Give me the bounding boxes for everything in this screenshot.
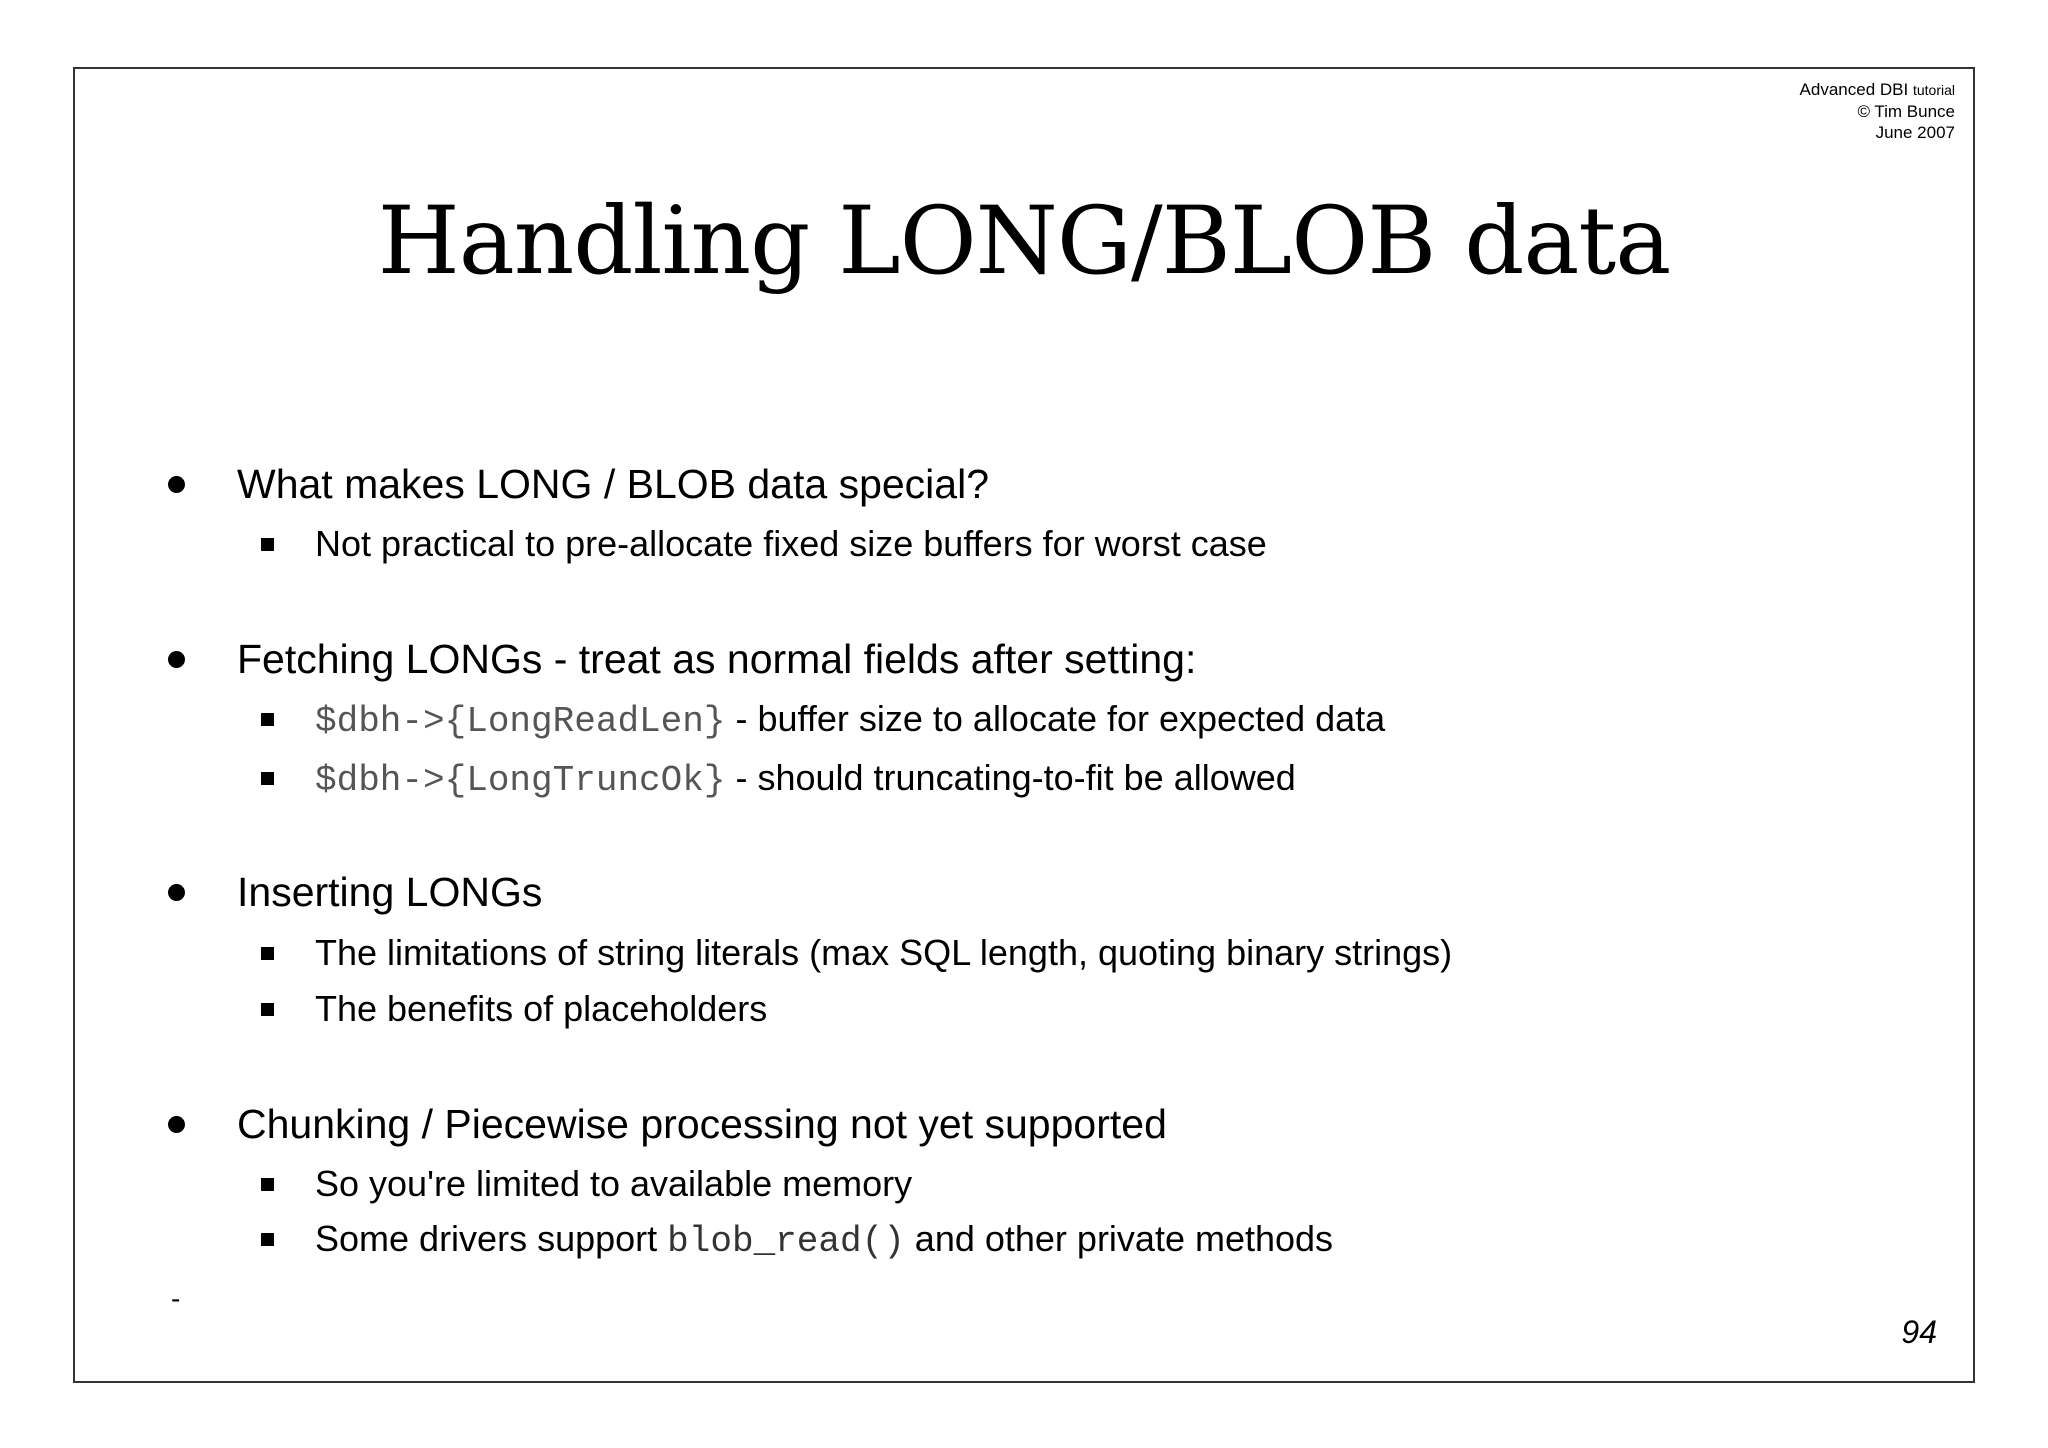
header-line-1-main: Advanced DBI (1799, 80, 1909, 99)
code-snippet: blob_read() (667, 1221, 905, 1262)
bullet-dot-icon (168, 651, 185, 668)
square-bullet-icon (261, 947, 274, 960)
sub-text-tail: - should truncating-to-fit be allowed (725, 757, 1296, 798)
square-bullet-icon (261, 713, 274, 726)
bullet-text: Fetching LONGs - treat as normal fields after setting: (237, 636, 1197, 682)
bullet-dot-icon (168, 884, 185, 901)
header-line-2: © Tim Bunce (1857, 102, 1955, 121)
sub-text-tail: - buffer size to allocate for expected data (725, 698, 1386, 739)
sub-text (315, 1217, 1333, 1264)
header-line-1-small: tutorial (1912, 82, 1955, 98)
code-snippet: $dbh->{LongTruncOk} (315, 760, 726, 801)
sub-text: The benefits of placeholders (315, 988, 768, 1029)
sub-text: So you're limited to available memory (315, 1163, 913, 1204)
bullet-dot-icon (168, 1116, 185, 1133)
page-number: 94 (1901, 1314, 1937, 1350)
sub-text (315, 697, 1385, 744)
bullet-text: Inserting LONGs (237, 869, 543, 915)
slide-title: Handling LONG/BLOB data (377, 187, 1671, 296)
square-bullet-icon (261, 772, 274, 785)
sub-text-head: Some drivers support (315, 1218, 668, 1259)
header-note (1800, 79, 1955, 143)
sub-text: Not practical to pre-allocate fixed size buffers for worst case (315, 523, 1267, 564)
square-bullet-icon (261, 538, 274, 551)
sub-text-tail: and other private methods (904, 1218, 1334, 1259)
bullet-text: Chunking / Piecewise processing not yet supported (237, 1101, 1167, 1147)
code-snippet: $dbh->{LongReadLen} (315, 701, 726, 742)
bullet-text: What makes LONG / BLOB data special? (237, 461, 989, 507)
sub-text: The limitations of string literals (max SQL length, quoting binary strings) (315, 932, 1453, 973)
square-bullet-icon (261, 1003, 274, 1016)
square-bullet-icon (261, 1178, 274, 1191)
bullet-dot-icon (168, 476, 185, 493)
header-line-1 (1800, 79, 1955, 101)
sub-text (315, 756, 1296, 803)
square-bullet-icon (261, 1233, 274, 1246)
header-line-3: June 2007 (1875, 123, 1955, 142)
slide-frame (73, 67, 1975, 1383)
footer-dash: - (171, 1283, 181, 1314)
